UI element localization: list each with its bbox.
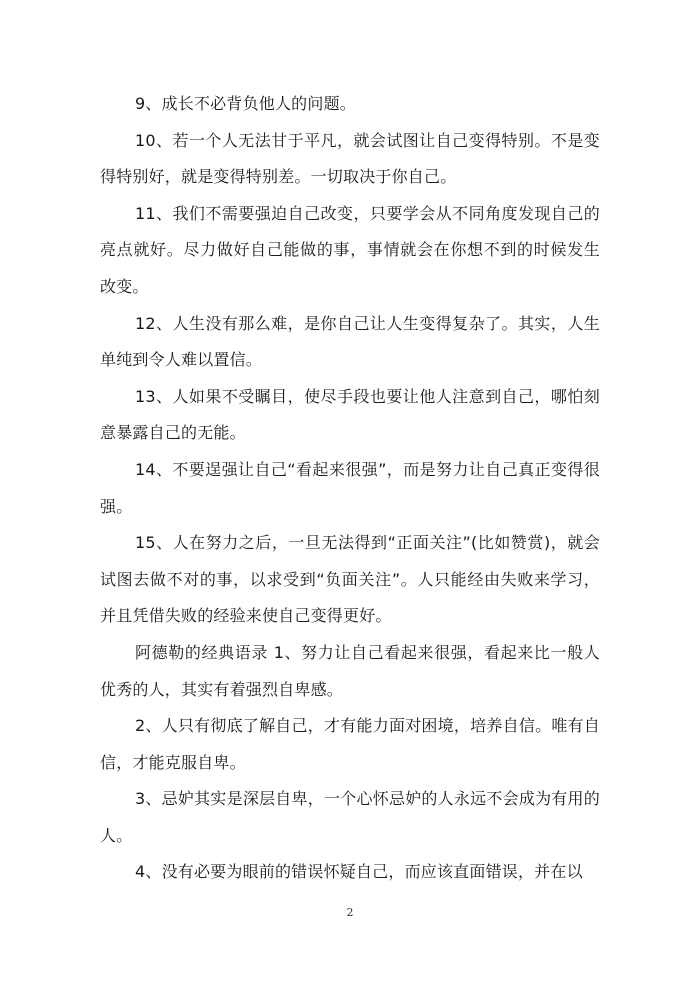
paragraph-adler-2: 2、人只有彻底了解自己，才有能力面对困境，培养自信。唯有自信，才能克服自卑。 — [100, 716, 600, 772]
paragraph-10: 10、若一个人无法甘于平凡，就会试图让自己变得特别。不是变得特别好，就是变得特别差。一切取决于你自己。 — [100, 130, 600, 187]
body-text — [100, 86, 600, 891]
paragraph-9: 9、成长不必背负他人的问题。 — [135, 94, 356, 113]
paragraph-12: 12、人生没有那么难，是你自己让人生变得复杂了。其实，人生单纯到令人难以置信。 — [100, 313, 600, 370]
paragraph-11: 11、我们不需要强迫自己改变，只要学会从不同角度发现自己的亮点就好。尽力做好自己能做的事，事情就会在你想不到的时候发生改变。 — [100, 203, 600, 296]
paragraph-15: 15、人在努力之后，一旦无法得到“正面关注”(比如赞赏)，就会试图去做不对的事，以求受到“负面关注”。人只能经由失败来学习，并且凭借失败的经验来使自己变得更好。 — [100, 533, 600, 626]
paragraph-adler-3: 3、忌妒其实是深层自卑，一个心怀忌妒的人永远不会成为有用的人。 — [100, 789, 600, 845]
page-number: 2 — [346, 906, 354, 919]
paragraph-adler-1: 阿德勒的经典语录 1、努力让自己看起来很强，看起来比一般人优秀的人，其实有着强烈自卑感。 — [100, 642, 600, 699]
paragraph-13: 13、人如果不受瞩目，使尽手段也要让他人注意到自己，哪怕刻意暴露自己的无能。 — [100, 386, 600, 443]
paragraph-adler-4: 4、没有必要为眼前的错误怀疑自己，而应该直面错误，并在以 — [135, 862, 583, 882]
paragraph-14: 14、不要逞强让自己“看起来很强”，而是努力让自己真正变得很强。 — [100, 459, 600, 516]
